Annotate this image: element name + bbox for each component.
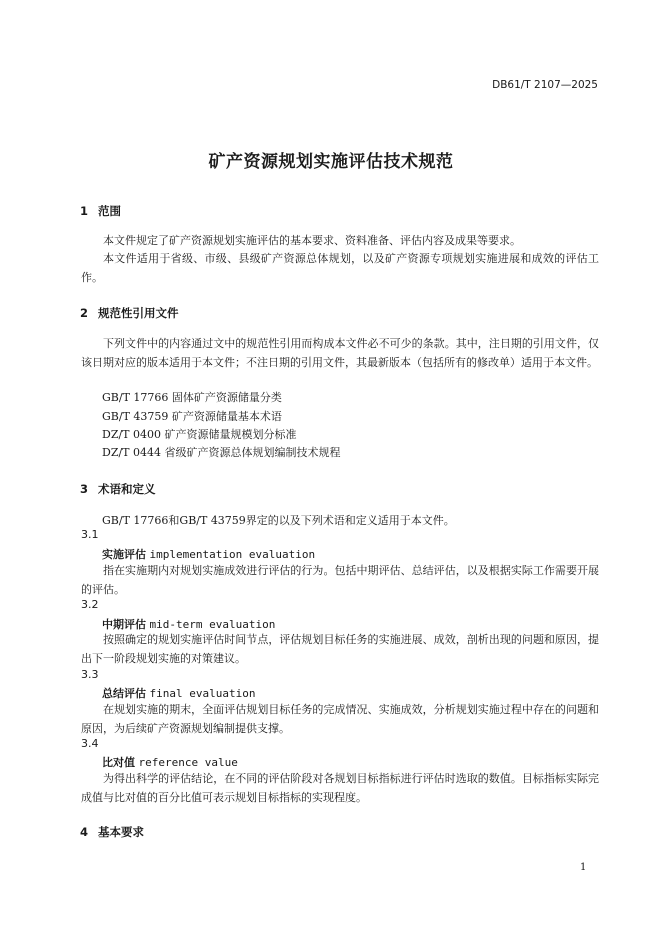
section-title: 规范性引用文件: [98, 306, 179, 320]
term-english: implementation evaluation: [149, 548, 316, 561]
section-3-heading: [80, 481, 156, 497]
term-number: 3.4: [81, 737, 99, 750]
normative-reference: DZ/T 0444 省级矿产资源总体规划编制技术规程: [102, 446, 341, 459]
term-chinese: 中期评估: [102, 618, 146, 631]
section-4-heading: [80, 824, 144, 840]
document-number: DB61/T 2107—2025: [492, 79, 598, 91]
term-number: 3.2: [81, 598, 99, 611]
term-english: mid-term evaluation: [149, 618, 276, 631]
page-number: 1: [580, 862, 587, 873]
section-number: 4: [80, 825, 89, 839]
term-chinese: 实施评估: [102, 548, 146, 561]
section-title: 术语和定义: [98, 482, 156, 496]
term-english: reference value: [138, 756, 238, 769]
term-title: [102, 546, 315, 562]
term-chinese: 总结评估: [102, 687, 146, 700]
section-1-paragraph-1: 本文件规定了矿产资源规划实施评估的基本要求、资料准备、评估内容及成果等要求。: [103, 234, 521, 247]
section-1-heading: [80, 203, 121, 219]
section-1-paragraph-2: 本文件适用于省级、市级、县级矿产资源总体规划，以及矿产资源专项规划实施进展和成效的评估工作。: [81, 252, 599, 284]
term-definition: 指在实施期内对规划实施成效进行评估的行为。包括中期评估、总结评估，以及根据实际工作需要开展的评估。: [81, 564, 599, 596]
page-title: 矿产资源规划实施评估技术规范: [208, 152, 454, 172]
term-title: [102, 685, 255, 701]
section-number: 3: [80, 482, 89, 496]
normative-reference: DZ/T 0400 矿产资源储量规模划分标准: [102, 428, 297, 441]
term-title: [102, 754, 238, 770]
section-title: 范围: [98, 204, 121, 218]
section-number: 1: [80, 204, 89, 218]
section-3-intro: GB/T 17766和GB/T 43759界定的以及下列术语和定义适用于本文件。: [102, 514, 455, 527]
term-number: 3.3: [81, 668, 99, 681]
normative-reference: GB/T 17766 固体矿产资源储量分类: [102, 391, 282, 404]
term-definition: 为得出科学的评估结论，在不同的评估阶段对各规划目标指标进行评估时选取的数值。目标指标实际完成值与比对值的百分比值可表示规划目标指标的实现程度。: [81, 772, 599, 804]
term-definition: 在规划实施的期末，全面评估规划目标任务的完成情况、实施成效，分析规划实施过程中存在的问题和原因，为后续矿产资源规划编制提供支撑。: [81, 703, 599, 735]
term-english: final evaluation: [149, 687, 256, 700]
section-2-paragraph-1: 下列文件中的内容通过文中的规范性引用而构成本文件必不可少的条款。其中，注日期的引用文件，仅该日期对应的版本适用于本文件；不注日期的引用文件，其最新版本（包括所有的修改单）适用于本文件。: [81, 337, 599, 369]
term-definition: 按照确定的规划实施评估时间节点，评估规划目标任务的实施进展、成效，剖析出现的问题和原因，提出下一阶段规划实施的对策建议。: [81, 633, 599, 665]
term-number: 3.1: [81, 528, 99, 541]
section-title: 基本要求: [98, 825, 144, 839]
term-chinese: 比对值: [102, 756, 135, 769]
term-title: [102, 616, 275, 632]
normative-reference: GB/T 43759 矿产资源储量基本术语: [102, 410, 282, 423]
section-2-heading: [80, 305, 179, 321]
section-number: 2: [80, 306, 89, 320]
